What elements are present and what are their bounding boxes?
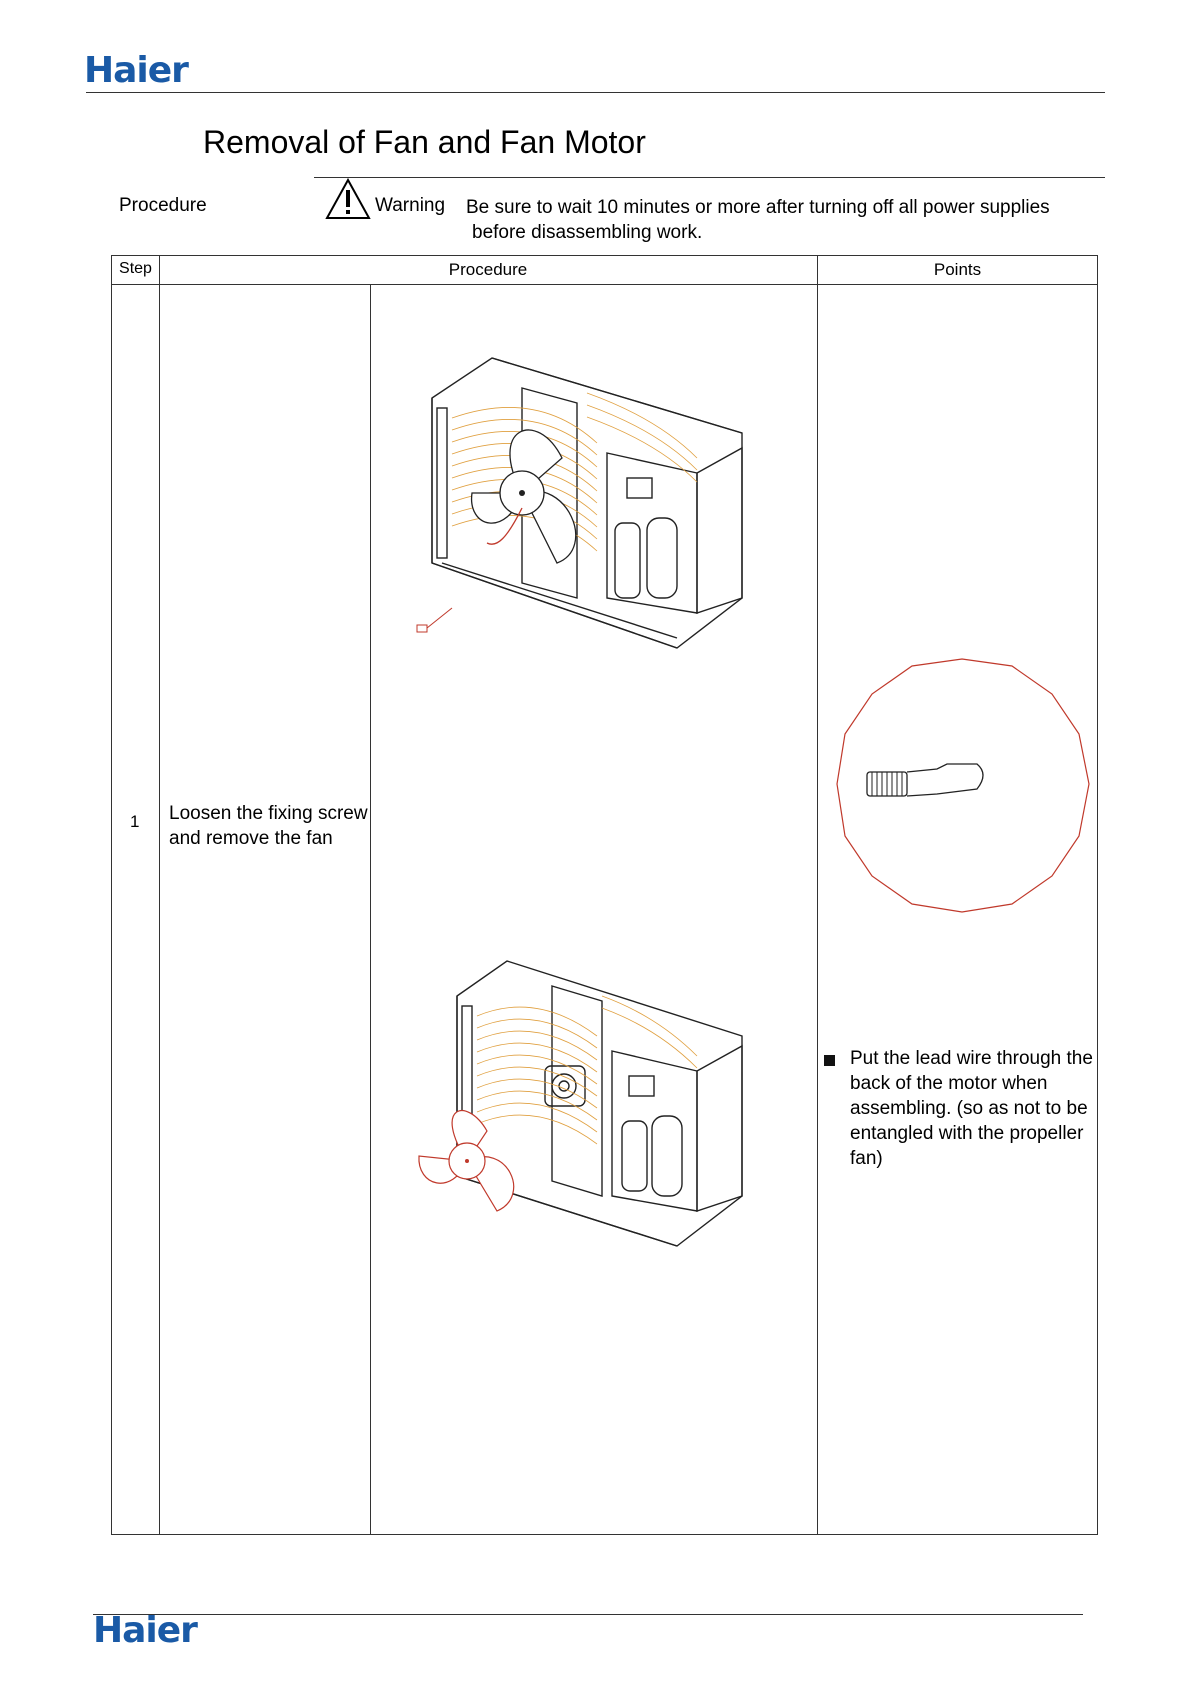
procedure-label: Procedure (119, 195, 207, 216)
points-note (850, 1046, 1093, 1171)
footer-rule (93, 1614, 1083, 1615)
point-line-3: assembling. (so as not to be (850, 1098, 1088, 1119)
title-rule (314, 177, 1105, 178)
header-points: Points (933, 260, 982, 279)
step-instruction (169, 801, 368, 851)
header-rule (86, 92, 1105, 93)
instruction-line-1: Loosen the fixing screw (169, 803, 368, 824)
point-line-5: fan) (850, 1148, 883, 1169)
warning-label: Warning (375, 195, 446, 216)
instruction-line-2: and remove the fan (169, 828, 333, 849)
procedure-table (111, 255, 1098, 1535)
col-divider-points (817, 256, 818, 1534)
warning-line-1: Be sure to wait 10 minutes or more after turning off all power supplies (466, 197, 1050, 218)
outdoor-unit-figure-fan-removed (397, 956, 767, 1256)
outdoor-unit-figure-fan-attached (397, 348, 767, 658)
points-bullet-icon (824, 1055, 835, 1066)
warning-icon (325, 178, 371, 220)
page-title: Removal of Fan and Fan Motor (203, 124, 646, 160)
col-divider-step (159, 256, 160, 1534)
point-line-2: back of the motor when (850, 1073, 1048, 1094)
haier-logo-bottom: Haier (93, 1610, 197, 1651)
haier-logo-top: Haier (84, 50, 188, 91)
col-divider-figure (370, 284, 371, 1534)
point-line-1: Put the lead wire through the (850, 1048, 1093, 1069)
header-step: Step (119, 260, 152, 277)
warning-message (466, 195, 1050, 245)
point-line-4: entangled with the propeller (850, 1123, 1084, 1144)
header-procedure: Procedure (448, 260, 528, 279)
step-number: 1 (130, 812, 140, 831)
warning-line-2: before disassembling work. (472, 222, 703, 243)
header-row-divider (112, 284, 1097, 285)
screw-detail-figure (827, 654, 1097, 919)
